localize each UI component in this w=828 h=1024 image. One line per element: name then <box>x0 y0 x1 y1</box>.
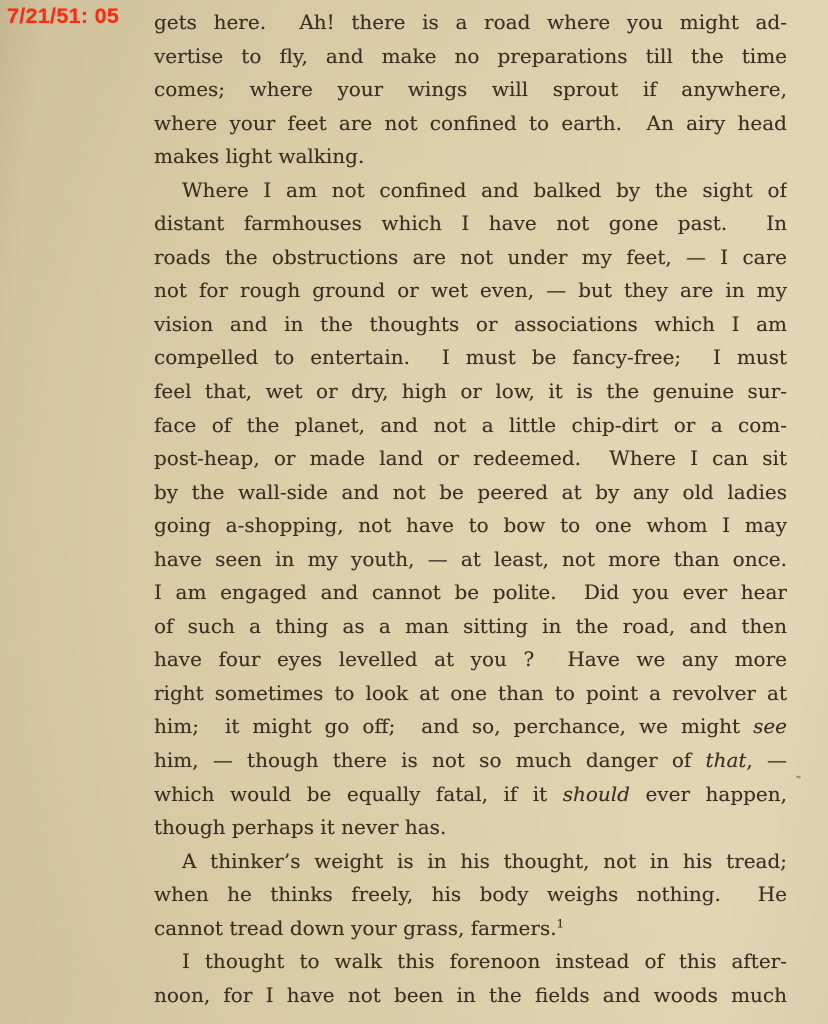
text-line <box>154 274 787 308</box>
text-segment: by the wall-side and not be peered at by any old ladies <box>154 479 787 504</box>
text-line <box>154 543 787 577</box>
text-line <box>154 677 787 711</box>
text-segment: going a-shopping, not have to bow to one whom I may <box>154 513 787 538</box>
paragraph <box>154 174 787 845</box>
text-segment: have four eyes levelled at you ? Have we any more <box>154 647 787 672</box>
text-line <box>154 845 787 879</box>
footnote-reference: 1 <box>556 916 564 931</box>
text-line <box>154 241 787 275</box>
text-line <box>154 73 787 107</box>
text-line <box>154 409 787 443</box>
text-segment: Where I am not confined and balked by the sight of <box>182 177 787 202</box>
text-segment: him, — though there is not so much danger of <box>154 748 706 773</box>
text-segment: A thinker’s weight is in his thought, not in his tread; <box>182 848 787 873</box>
text-line <box>154 375 787 409</box>
text-segment: vertise to fly, and make no preparations till the time <box>154 43 787 68</box>
text-segment: makes light walking. <box>154 144 365 169</box>
text-line <box>154 912 787 946</box>
text-segment: ever happen, <box>629 781 787 806</box>
scan-speck <box>796 775 801 779</box>
text-line <box>154 878 787 912</box>
text-line <box>154 207 787 241</box>
book-page-text <box>154 6 787 1012</box>
text-segment: distant farmhouses which I have not gone past. In <box>154 211 787 236</box>
text-segment: that <box>705 748 747 773</box>
text-line <box>154 744 787 778</box>
text-segment: right sometimes to look at one than to point a revolver at <box>154 680 787 705</box>
paragraph <box>154 945 787 1012</box>
text-segment: gets here. Ah! there is a road where you might ad- <box>154 10 787 34</box>
text-segment: face of the planet, and not a little chip-dirt or a com- <box>154 412 787 437</box>
text-line <box>154 40 787 74</box>
text-line <box>154 107 787 141</box>
text-segment: I thought to walk this forenoon instead of this after- <box>182 949 787 974</box>
text-segment: cannot tread down your grass, farmers. <box>154 915 557 940</box>
text-line <box>154 945 787 979</box>
text-segment: noon, for I have not been in the fields and woods much <box>154 982 787 1007</box>
text-line <box>154 576 787 610</box>
text-line <box>154 643 787 677</box>
text-segment: post-heap, or made land or redeemed. Where I can sit <box>154 446 787 471</box>
text-line <box>154 778 787 812</box>
text-line <box>154 442 787 476</box>
text-segment: not for rough ground or wet even, — but they are in my <box>154 278 787 303</box>
paragraph <box>154 6 787 174</box>
text-line <box>154 174 787 208</box>
text-segment: him; it might go off; and so, perchance, we might <box>154 714 754 739</box>
text-segment: should <box>562 781 630 806</box>
text-line <box>154 341 787 375</box>
text-segment: vision and in the thoughts or associations which I am <box>154 311 787 336</box>
paragraph <box>154 845 787 946</box>
text-line <box>154 140 787 174</box>
text-segment: feel that, wet or dry, high or low, it is the genuine sur- <box>154 379 787 404</box>
date-annotation: 7/21/51: 05 <box>7 4 120 28</box>
text-segment: where your feet are not confined to earth. An airy head <box>154 110 787 135</box>
text-segment: when he thinks freely, his body weighs nothing. He <box>154 882 787 907</box>
text-segment: roads the obstructions are not under my feet, — I care <box>154 244 787 269</box>
text-line <box>154 610 787 644</box>
text-line <box>154 710 787 744</box>
text-segment: have seen in my youth, — at least, not more than once. <box>154 546 787 571</box>
text-segment: see <box>753 714 787 739</box>
text-segment: which would be equally fatal, if it <box>154 781 563 806</box>
text-line <box>154 476 787 510</box>
text-line <box>154 6 787 40</box>
text-segment: comes; where your wings will sprout if anywhere, <box>154 77 787 102</box>
text-segment: though perhaps it never has. <box>154 815 447 840</box>
text-segment: of such a thing as a man sitting in the road, and then <box>154 613 787 638</box>
text-segment: compelled to entertain. I must be fancy-free; I must <box>154 345 787 370</box>
text-line <box>154 308 787 342</box>
text-line <box>154 811 787 845</box>
text-line <box>154 979 787 1013</box>
text-line <box>154 509 787 543</box>
text-segment: , — <box>746 748 787 773</box>
text-segment: I am engaged and cannot be polite. Did you ever hear <box>154 580 787 605</box>
